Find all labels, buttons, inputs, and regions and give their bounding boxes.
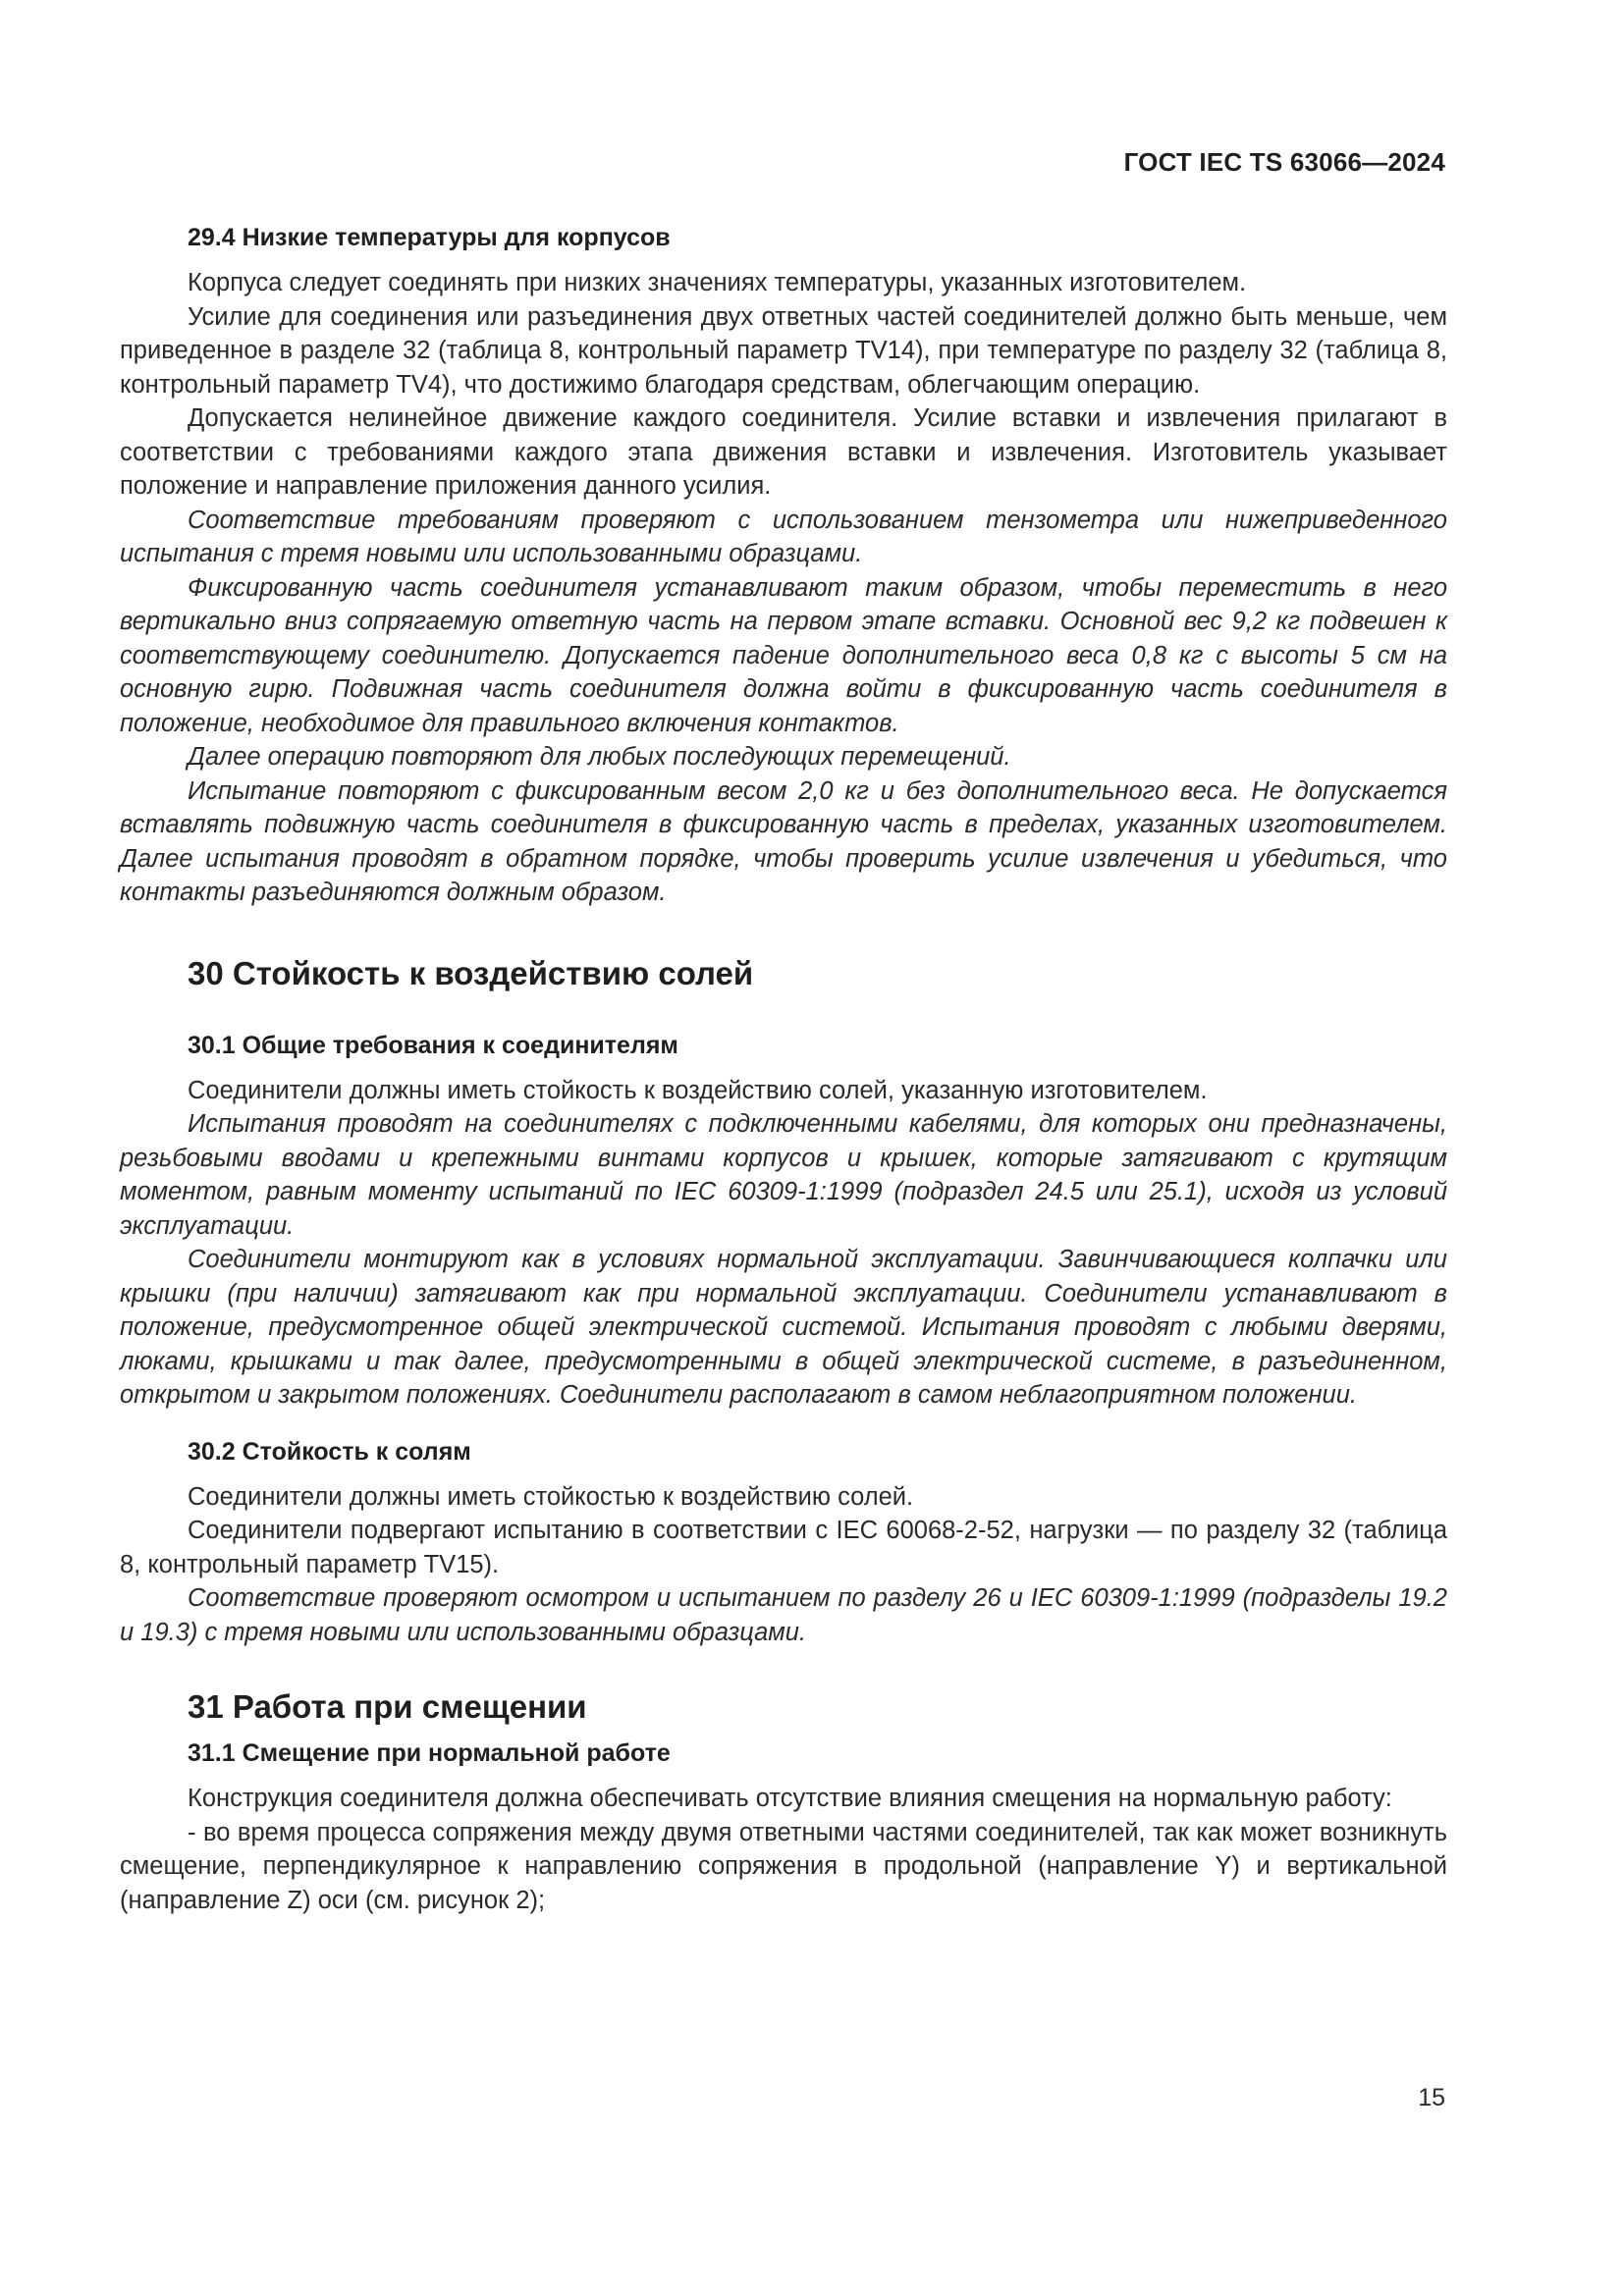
italic-paragraph: Фиксированную часть соединителя устанавливают таким образом, чтобы переместить в него вертикально вниз сопрягаемую ответную часть на первом этапе вставки. Основной вес 9,2 кг подвешен к соответствующему соединителю. Допускается падение дополнительного веса 0,8 кг с высоты 5 см на основную гирю. Подвижная часть соединителя должна войти в фиксированную часть соединителя в положение, необходимое для правильного включения контактов.	[120, 573, 1447, 737]
italic-paragraph: Соединители монтируют как в условиях нормальной эксплуатации. Завинчивающиеся колпачки или крышки (при наличии) затягивают как при нормальной эксплуатации. Соединители устанавливают в положение, предусмотренное общей электрической системой. Испытания проводят с любыми дверями, люками, крышками и так далее, предусмотренными в общей электрической системе, в разъединенном, открытом и закрытом положениях. Соединители располагают в самом неблагоприятном положении.	[120, 1246, 1447, 1409]
heading-31-1: 31.1 Смещение при нормальной работе	[188, 1739, 671, 1767]
italic-paragraph: Соответствие требованиям проверяют с использованием тензометра или нижеприведенного испытания с тремя новыми или использованными образцами.	[120, 506, 1447, 567]
heading-30: 30 Стойкость к воздействию солей	[188, 954, 754, 991]
italic-paragraph: Соответствие проверяют осмотром и испытанием по разделу 26 и IEC 60309-1:1999 (подразделы 19.2 и 19.3) с тремя новыми или использованными образцами.	[120, 1584, 1447, 1646]
italic-paragraph: Испытания проводят на соединителях с подключенными кабелями, для которых они предназначены, резьбовыми вводами и крепежными винтами корпусов и крышек, которые затягивают с крутящим моментом, равным моменту испытаний по IEC 60309-1:1999 (подраздел 24.5 или 25.1), исходя из условий эксплуатации.	[120, 1110, 1447, 1240]
paragraph: Конструкция соединителя должна обеспечивать отсутствие влияния смещения на нормальную работу:	[188, 1785, 1392, 1812]
page-number: 15	[1418, 2084, 1445, 2111]
paragraph: Соединители должны иметь стойкость к воздействию солей, указанную изготовителем.	[188, 1076, 1208, 1104]
heading-29-4: 29.4 Низкие температуры для корпусов	[188, 224, 671, 251]
paragraph: Допускается нелинейное движение каждого соединителя. Усилие вставки и извлечения прилагают в соответствии с требованиями каждого этапа движения вставки и извлечения. Изготовитель указывает положение и направление приложения данного усилия.	[120, 404, 1447, 500]
paragraph: Усилие для соединения или разъединения двух ответных частей соединителей должно быть меньше, чем приведенное в разделе 32 (таблица 8, контрольный параметр TV14), при температуре по разделу 32 (таблица 8, контрольный параметр TV4), что достижимо благодаря средствам, облегчающим операцию.	[120, 302, 1447, 399]
paragraph: Корпуса следует соединять при низких значениях температуры, указанных изготовителем.	[188, 269, 1247, 296]
document-code-header: ГОСТ IEC TS 63066—2024	[1123, 147, 1445, 177]
heading-31: 31 Работа при смещении	[188, 1688, 587, 1725]
italic-paragraph: Испытание повторяют с фиксированным весом 2,0 кг и без дополнительного веса. Не допускается вставлять подвижную часть соединителя в фиксированную часть в пределах, указанных изготовителем. Далее испытания проводят в обратном порядке, чтобы проверить усилие извлечения и убедиться, что контакты разъединяются должным образом.	[120, 776, 1447, 906]
paragraph: Соединители подвергают испытанию в соответствии с IEC 60068-2-52, нагрузки — по разделу 32 (таблица 8, контрольный параметр TV15).	[120, 1517, 1447, 1578]
paragraph: Соединители должны иметь стойкостью к воздействию солей.	[188, 1482, 914, 1511]
heading-30-1: 30.1 Общие требования к соединителям	[188, 1031, 678, 1059]
page-content	[120, 224, 1447, 1917]
heading-30-2: 30.2 Стойкость к солям	[188, 1437, 471, 1466]
list-item: - во время процесса сопряжения между двумя ответными частями соединителей, так как может возникнуть смещение, перпендикулярное к направлению сопряжения в продольной (направление Y) и вертикальной (направление Z) оси (см. рисунок 2);	[120, 1818, 1447, 1914]
italic-paragraph: Далее операцию повторяют для любых последующих перемещений.	[188, 743, 1011, 771]
